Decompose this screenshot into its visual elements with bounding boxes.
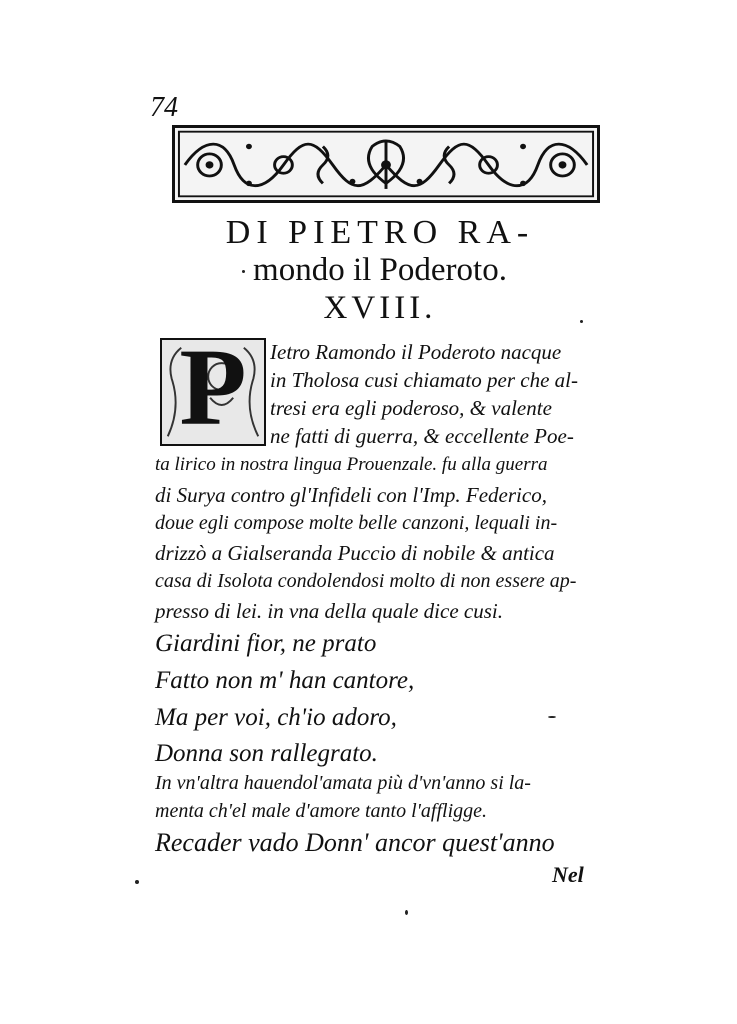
verse-line: Ma per voi, ch'io adoro, [155,704,397,731]
ink-speck [548,716,556,718]
chapter-title-line-2: mondo il Poderoto. [253,252,507,288]
chapter-title-line-1: DI PIETRO RA- [225,214,535,251]
ink-speck [580,320,583,323]
verse-line: Fatto non m' han cantore, [155,667,415,694]
text-line: ta lirico in nostra lingua Prouenzale. fu alla guerra [155,454,548,475]
text-line: ne fatti di guerra, & eccellente Poe- [270,424,574,448]
drop-cap-letter: P [179,338,247,446]
text-line: drizzò a Gialseranda Puccio di nobile & antica [155,541,555,565]
text-line: doue egli compose molte belle canzoni, lequali in- [155,512,558,534]
ink-speck [242,270,245,273]
ink-speck [135,880,139,884]
decorated-initial [160,338,266,446]
headpiece-ornament-icon [175,128,597,200]
text-line: tresi era egli poderoso, & valente [270,396,552,420]
decorative-headpiece [172,125,600,203]
text-line: in Tholosa cusi chiamato per che al- [270,368,578,392]
text-line: casa di Isolota condolendosi molto di non essere ap- [155,570,577,592]
verse-line: Donna son rallegrato. [155,740,378,767]
text-line: Ietro Ramondo il Poderoto nacque [270,340,562,364]
page-number: 74 [150,92,178,123]
text-line: menta ch'el male d'amore tanto l'affligge. [155,800,488,822]
chapter-number: XVIII. [323,290,437,326]
text-line: In vn'altra hauendol'amata più d'vn'anno si la- [155,772,531,794]
catchword: Nel [552,862,584,887]
verse-line: Recader vado Donn' ancor quest'anno [155,828,555,857]
ink-speck [405,910,408,915]
text-line: di Surya contro gl'Infideli con l'Imp. Federico, [155,483,547,507]
verse-line: Giardini fior, ne prato [155,630,377,657]
text-line: presso di lei. in vna della quale dice cusi. [155,599,503,623]
